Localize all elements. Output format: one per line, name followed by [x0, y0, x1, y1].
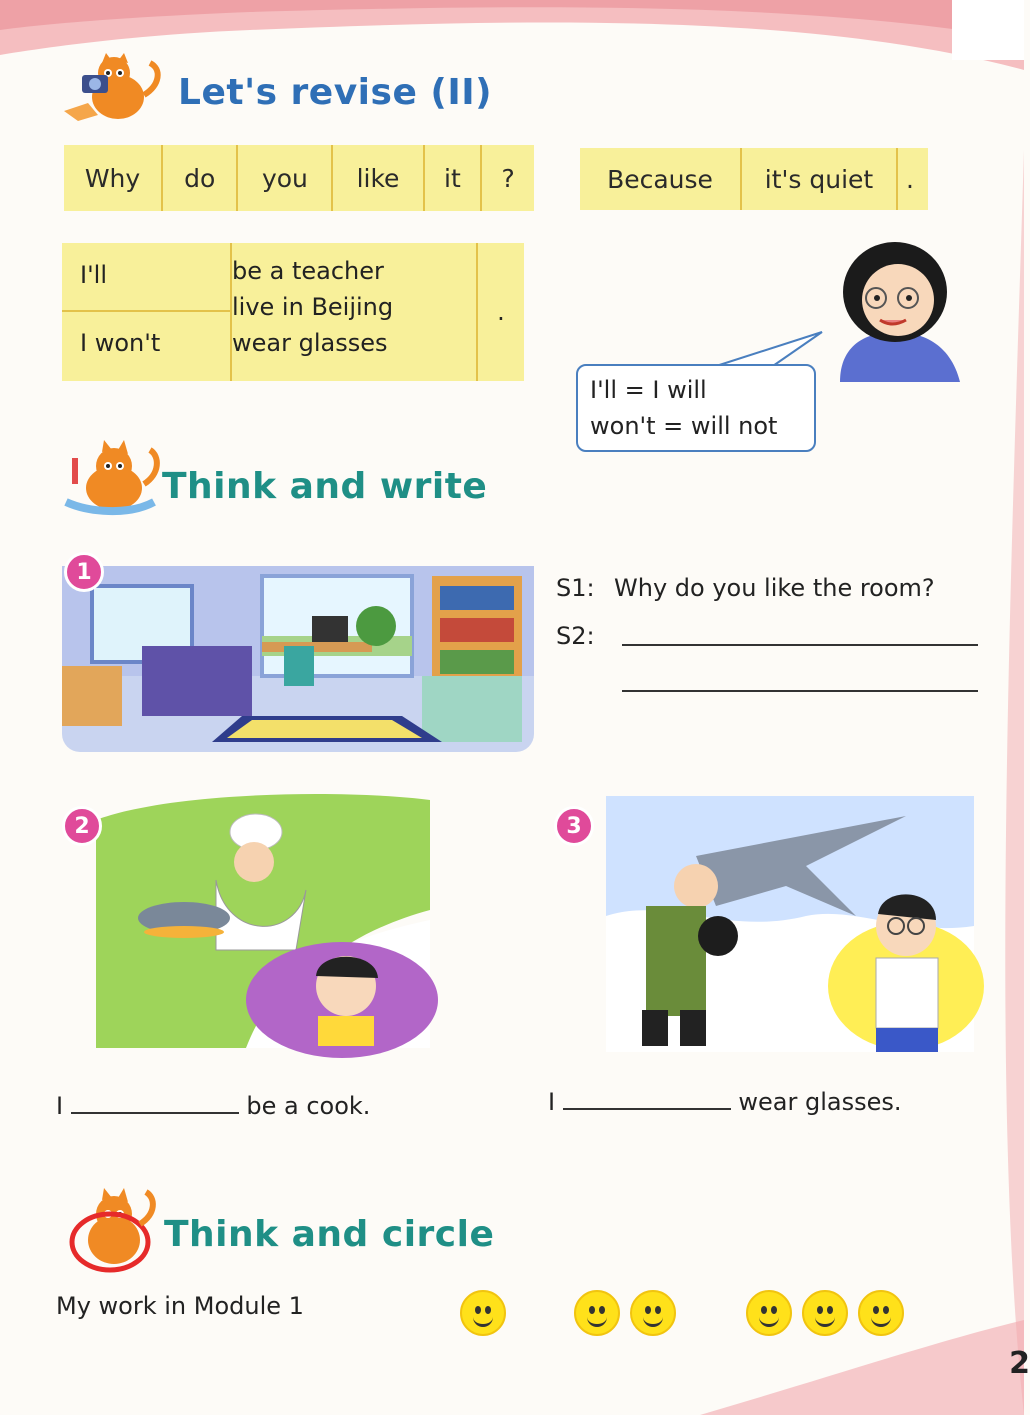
predicate-column [232, 253, 472, 361]
answer-line[interactable] [622, 644, 978, 646]
table-cell: do [163, 145, 238, 211]
table-cell: it's quiet [742, 148, 898, 210]
answer-substitution-table [580, 148, 928, 210]
rating-option-one-smiley[interactable] [458, 1288, 510, 1338]
fill-blank[interactable] [563, 1108, 731, 1110]
s1-label: S1: [556, 574, 595, 602]
table-cell: Why [64, 145, 163, 211]
table-cell: like [333, 145, 424, 211]
sentence-prefix: I [548, 1088, 556, 1116]
sentence-suffix: wear glasses. [738, 1088, 902, 1116]
predicate-item: live in Beijing [232, 293, 394, 321]
subject-ill: I'll [80, 261, 108, 289]
s2-label: S2: [556, 622, 595, 650]
predicate-item: be a teacher [232, 257, 384, 285]
rating-option-three-smileys[interactable] [744, 1288, 914, 1338]
smiley-icon [858, 1290, 904, 1336]
smiley-icon [802, 1290, 848, 1336]
section-title-lets-revise: Let's revise (II) [178, 72, 493, 113]
pilot-illustration [606, 796, 974, 1052]
cook-illustration [96, 790, 430, 1048]
answer-line[interactable] [622, 690, 978, 692]
bubble-tail [690, 328, 830, 368]
table-cell: it [425, 145, 483, 211]
subject-i-wont: I won't [80, 329, 161, 357]
cook-scene [96, 790, 430, 1048]
s1-question: Why do you like the room? [614, 574, 935, 602]
question-substitution-table [64, 145, 534, 211]
teacher-illustration [820, 232, 970, 382]
item2-sentence [56, 1092, 370, 1120]
rating-option-two-smileys[interactable] [572, 1288, 684, 1338]
sentence-prefix: I [56, 1092, 64, 1120]
item-number-badge: 3 [554, 806, 594, 846]
smiley-icon [630, 1290, 676, 1336]
smiley-icon [746, 1290, 792, 1336]
speech-bubble [576, 364, 816, 452]
sentence-suffix: be a cook. [246, 1092, 371, 1120]
period-cell: . [476, 243, 524, 381]
subject-column [62, 243, 232, 381]
cat-hoop-icon [62, 1184, 162, 1276]
cat-swimming-icon [58, 438, 166, 520]
pilot-scene [606, 796, 974, 1052]
table-cell: ? [501, 163, 515, 193]
table-cell: you [238, 145, 333, 211]
self-assessment-label: My work in Module 1 [56, 1292, 304, 1320]
bubble-line: I'll = I will [590, 376, 707, 404]
item-number-badge: 2 [62, 806, 102, 846]
bedroom-illustration [62, 566, 534, 752]
smiley-icon [574, 1290, 620, 1336]
fill-blank[interactable] [71, 1112, 239, 1114]
blank-corner [952, 0, 1024, 60]
bubble-line: won't = will not [590, 412, 778, 440]
table-cell: . [906, 164, 914, 194]
item3-sentence [548, 1088, 901, 1116]
smiley-icon [460, 1290, 506, 1336]
table-cell: Because [580, 148, 742, 210]
page-number: 2 [1009, 1346, 1030, 1381]
bedroom-scene [62, 566, 534, 752]
item-number-badge: 1 [64, 552, 104, 592]
future-substitution-table [62, 243, 524, 381]
predicate-item: wear glasses [232, 329, 388, 357]
cat-camera-icon [58, 55, 170, 127]
section-title-think-and-write: Think and write [162, 466, 488, 507]
divider [62, 310, 230, 312]
section-title-think-and-circle: Think and circle [164, 1214, 495, 1255]
